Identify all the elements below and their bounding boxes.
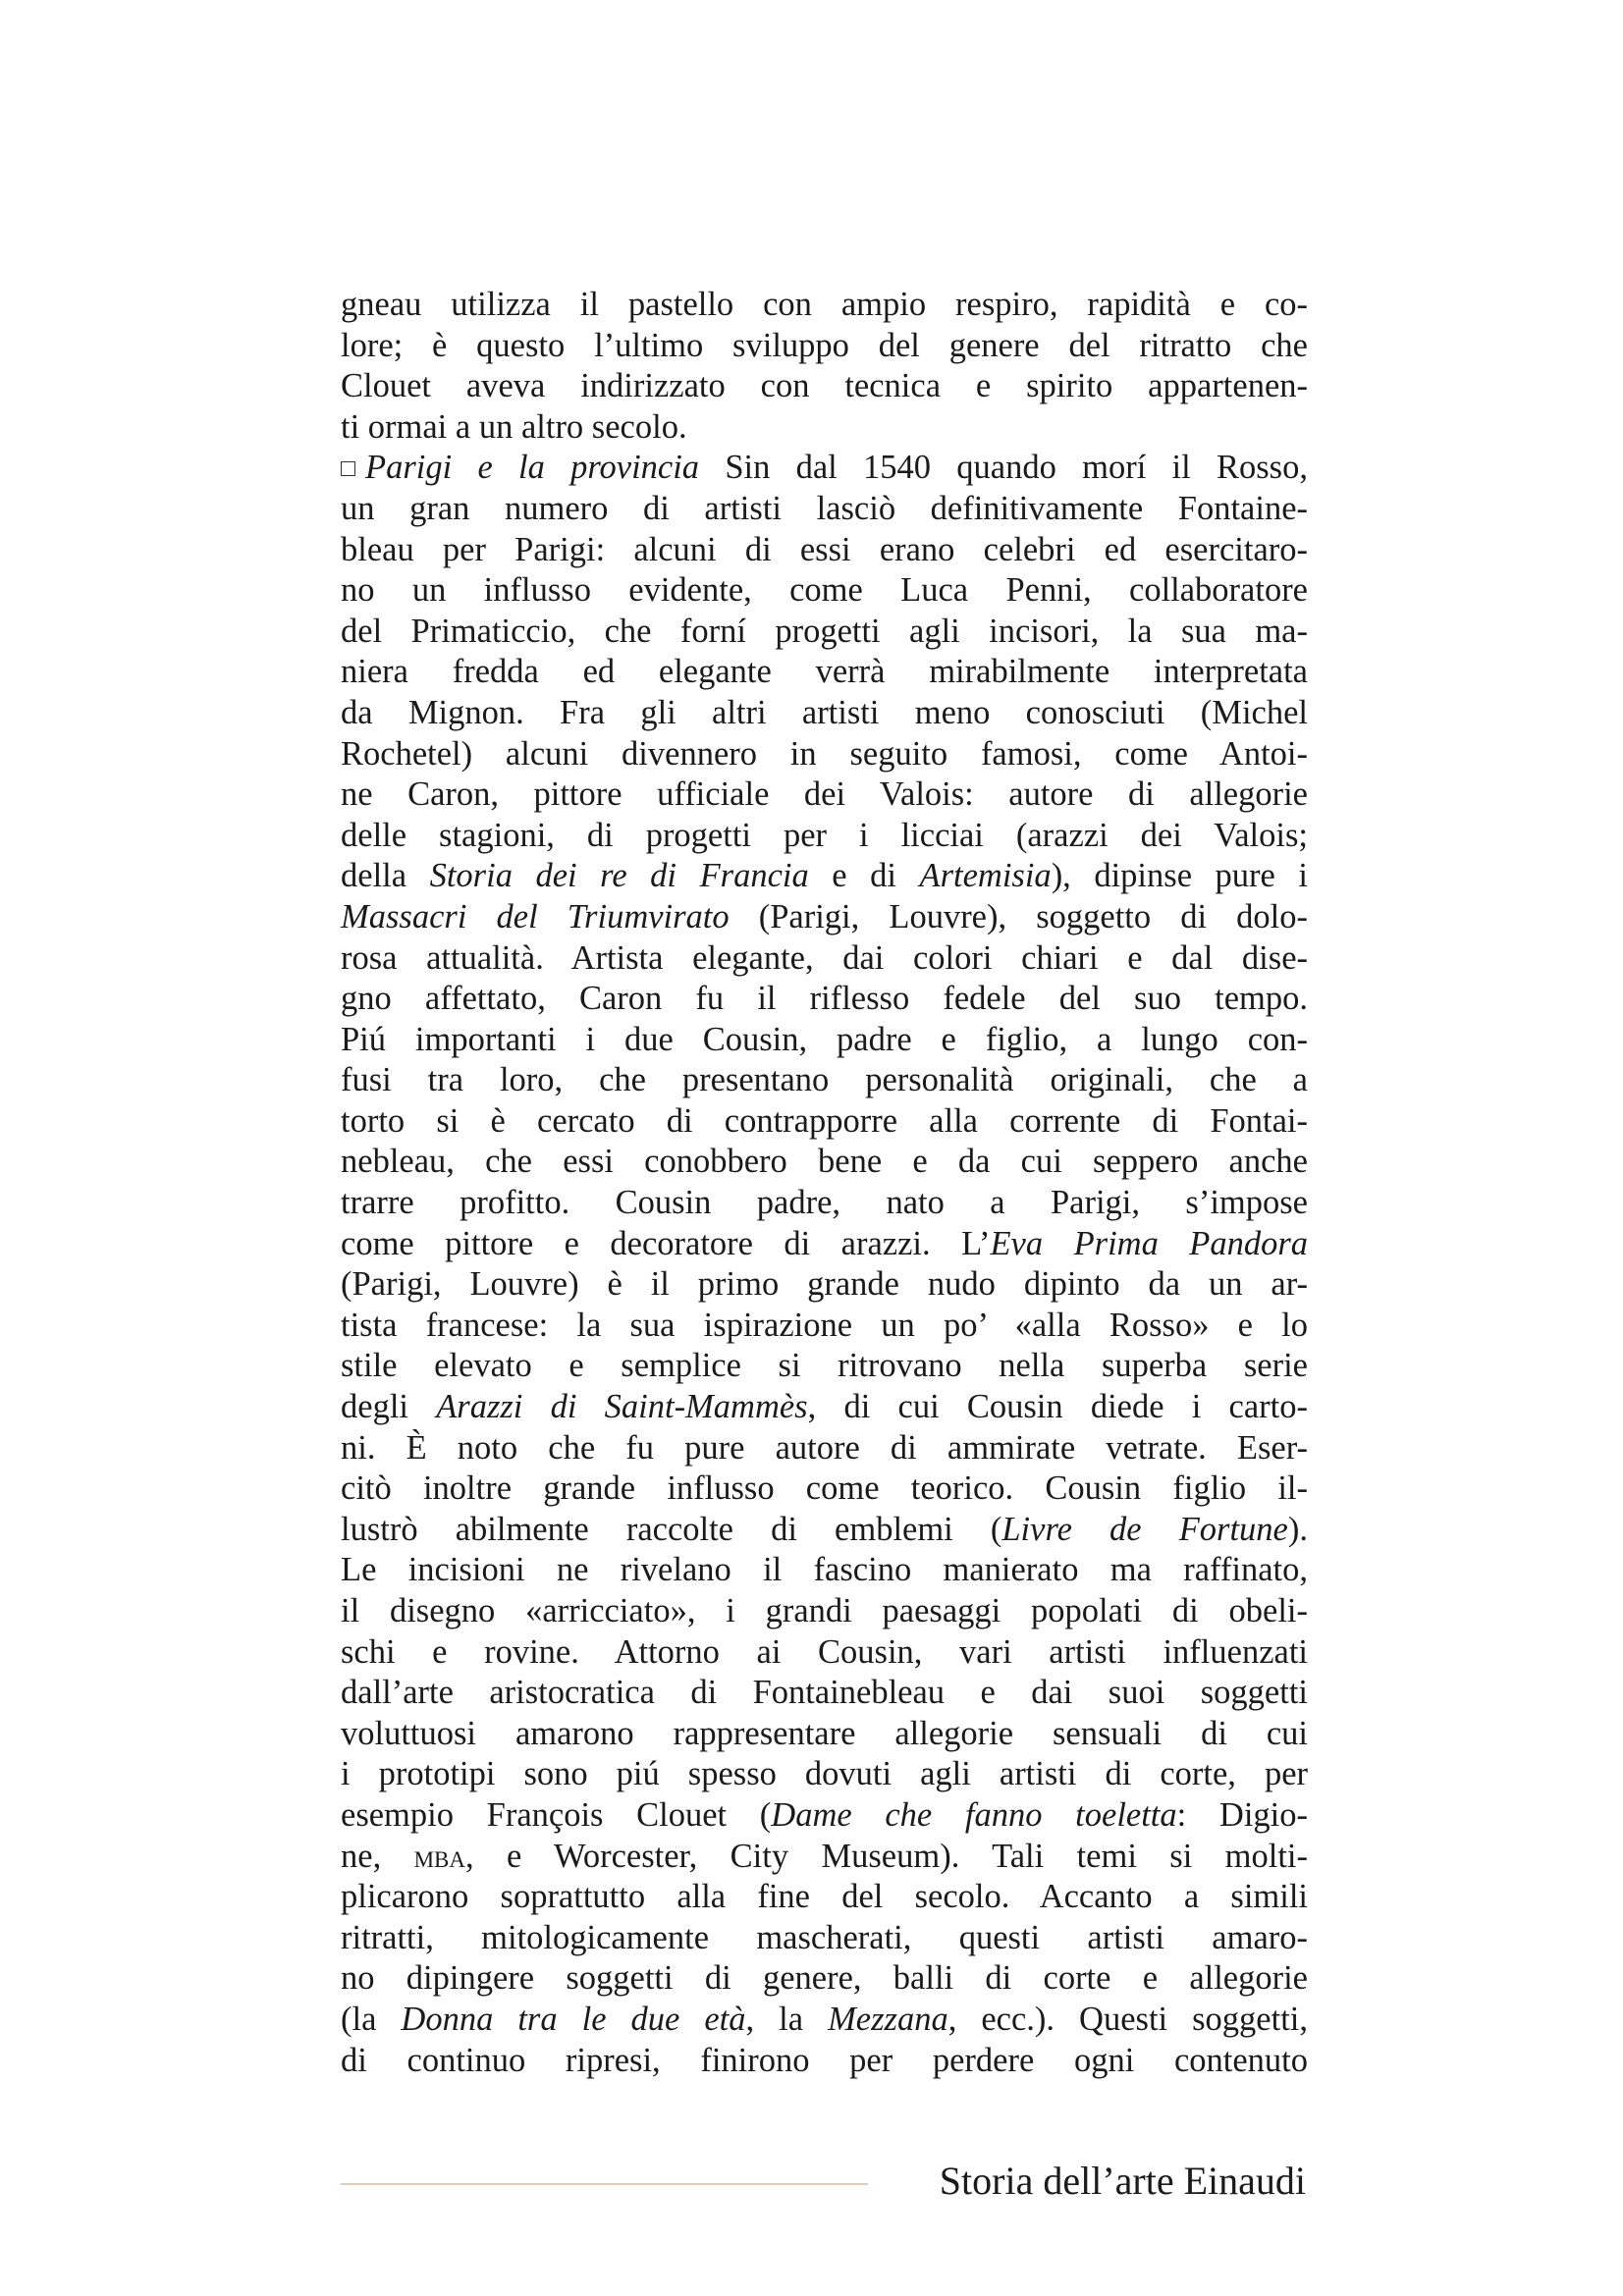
text-line: dall’arte aristocratica di Fontainebleau e dai suoi soggetti (341, 1674, 1308, 1712)
text-line: di continuo ripresi, finirono per perdere ogni contenuto (341, 2041, 1308, 2079)
text-line: ne Caron, pittore ufficiale dei Valois: autore di allegorie (341, 775, 1308, 814)
text-line: ritratti, mitologicamente mascherati, questi artisti amaro- (341, 1918, 1308, 1956)
text-line: plicarono soprattutto alla fine del secolo. Accanto a simili (341, 1878, 1308, 1916)
text-line: ti ormai a un altro secolo. (341, 407, 687, 446)
text-line: un gran numero di artisti lasciò definitivamente Fontaine- (341, 489, 1308, 527)
text-line: schi e rovine. Attorno ai Cousin, vari artisti influenzati (341, 1632, 1308, 1671)
text-line: bleau per Parigi: alcuni di essi erano celebri ed esercitaro- (341, 530, 1308, 568)
footer-title: Storia dell’arte Einaudi (939, 2159, 1306, 2203)
text-line: delle stagioni, di progetti per i licciai (arazzi dei Valois; (341, 816, 1308, 854)
text-line: degli Arazzi di Saint-Mammès, di cui Cousin diede i carto- (341, 1388, 1309, 1426)
text-line: (la Donna tra le due età, la Mezzana, ecc.). Questi soggetti, (341, 2000, 1309, 2038)
text-line: ne, mba, e Worcester, City Museum). Tali temi si molti- (341, 1837, 1308, 1875)
text-line: gneau utilizza il pastello con ampio respiro, rapidità e co- (341, 286, 1308, 323)
text-line: nebleau, che essi conobbero bene e da cui seppero anche (341, 1143, 1308, 1181)
abbreviation-mba: mba (413, 1839, 465, 1875)
text-line: Massacri del Triumvirato (Parigi, Louvre), soggetto di dolo- (341, 897, 1308, 935)
body-text (341, 285, 1308, 2081)
text-line: niera fredda ed elegante verrà mirabilmente interpretata (341, 653, 1308, 691)
text-line: lore; è questo l’ultimo sviluppo del genere del ritratto che (341, 326, 1308, 364)
text-line: fusi tra loro, che presentano personalità originali, che a (341, 1061, 1308, 1099)
text-line: Piú importanti i due Cousin, padre e figlio, a lungo con- (341, 1020, 1308, 1058)
section-heading: Parigi e la provincia (365, 449, 700, 487)
text-line: torto si è cercato di contrapporre alla corrente di Fontai- (341, 1101, 1308, 1140)
text-line: Le incisioni ne rivelano il fascino manierato ma raffinato, (341, 1551, 1308, 1589)
text-line: citò inoltre grande influsso come teorico. Cousin figlio il- (341, 1469, 1308, 1508)
text-line: stile elevato e semplice si ritrovano nella superba serie (341, 1347, 1308, 1385)
text-line: trarre profitto. Cousin padre, nato a Parigi, s’impose (341, 1184, 1308, 1222)
text-line: rosa attualità. Artista elegante, dai colori chiari e dal dise- (341, 938, 1308, 977)
text-line: (Parigi, Louvre) è il primo grande nudo dipinto da un ar- (341, 1265, 1308, 1304)
text-line: il disegno «arricciato», i grandi paesaggi popolati di obeli- (341, 1592, 1308, 1629)
text-line: come pittore e decoratore di arazzi. L’Eva Prima Pandora (341, 1224, 1309, 1262)
text-line: da Mignon. Fra gli altri artisti meno conosciuti (Michel (341, 693, 1308, 731)
text-line: no un influsso evidente, come Luca Penni, collaboratore (341, 571, 1308, 610)
text-line: ni. È noto che fu pure autore di ammirate vetrate. Eser- (341, 1428, 1308, 1467)
section-heading-line: Parigi e la provincia Sin dal 1540 quando morí il Rosso, (341, 448, 1308, 489)
text-line: no dipingere soggetti di genere, balli di corte e allegorie (341, 1959, 1308, 1998)
text-line: i prototipi sono piú spesso dovuti agli artisti di corte, per (341, 1755, 1308, 1793)
text-line: Rochetel) alcuni divennero in seguito famosi, come Antoi- (341, 734, 1308, 773)
text-line: del Primaticcio, che forní progetti agli incisori, la sua ma- (341, 612, 1308, 650)
text-line: esempio François Clouet (Dame che fanno toeletta: Digio- (341, 1795, 1308, 1834)
text-line: voluttuosi amarono rappresentare allegorie sensuali di cui (341, 1714, 1308, 1752)
section-box-icon (341, 461, 355, 476)
text-line: della Storia dei re di Francia e di Artemisia), dipinse pure i (341, 857, 1308, 895)
footer-divider (341, 2183, 868, 2185)
text-line: Clouet aveva indirizzato con tecnica e spirito appartenen- (341, 367, 1308, 405)
text-line: tista francese: la sua ispirazione un po’ «alla Rosso» e lo (341, 1306, 1308, 1344)
text-line: gno affettato, Caron fu il riflesso fedele del suo tempo. (341, 980, 1308, 1018)
text-line: lustrò abilmente raccolte di emblemi (Livre de Fortune). (341, 1510, 1308, 1548)
